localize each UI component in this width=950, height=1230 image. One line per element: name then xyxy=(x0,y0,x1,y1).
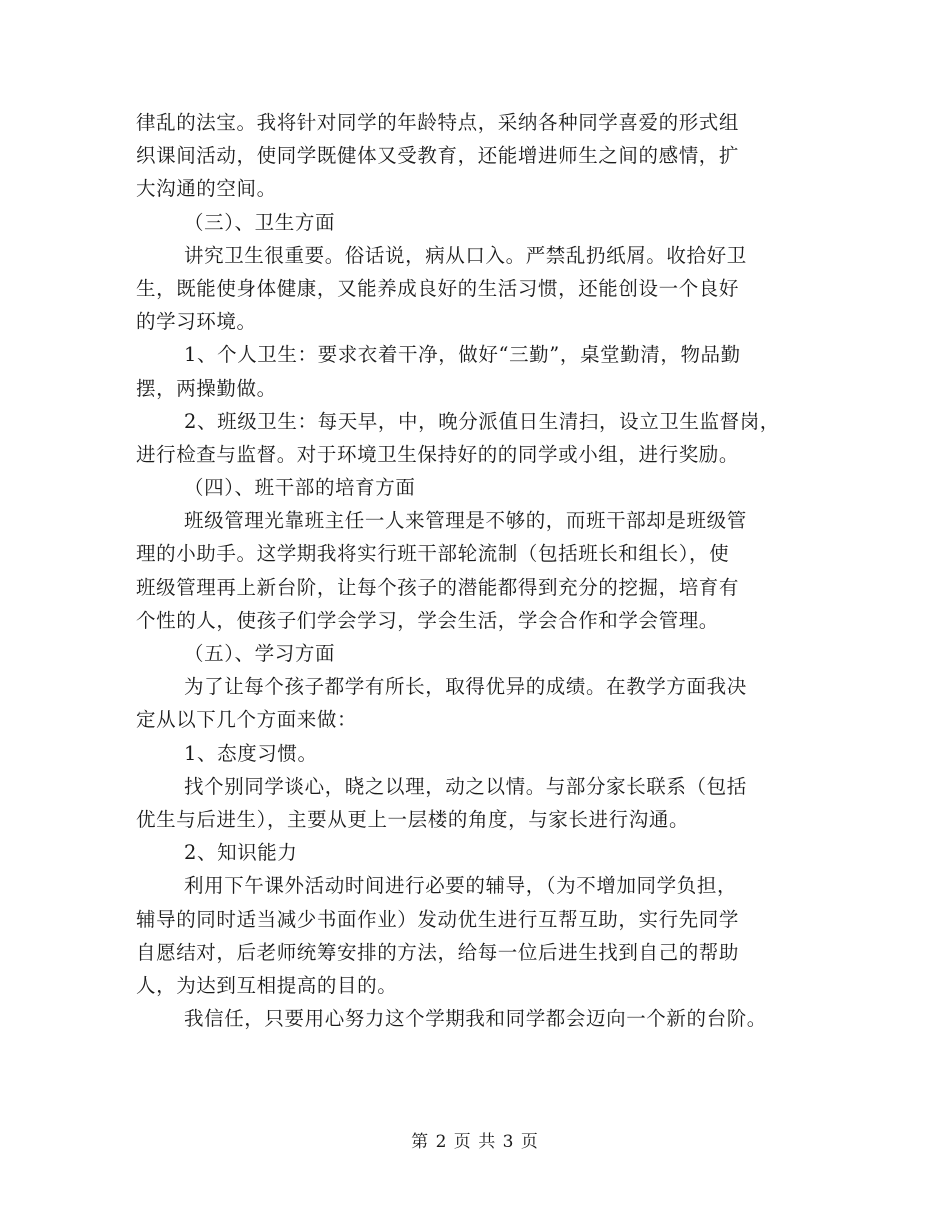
text-line: 人，为达到互相提高的目的。 xyxy=(136,973,398,997)
text-line: 班级管理光靠班主任一人来管理是不够的，而班干部却是班级管 xyxy=(184,509,747,533)
body-text xyxy=(136,106,836,1035)
text-line: 进行检查与监督。对于环境卫生保持好的的同学或小组，进行奖励。 xyxy=(136,442,740,466)
text-line: 1、个人卫生：要求衣着干净，做好“三勤”，桌堂勤清，物品勤 xyxy=(184,343,741,367)
text-line: 优生与后进生），主要从更上一层楼的角度，与家长进行沟通。 xyxy=(136,807,690,831)
section-heading: （五）、学习方面 xyxy=(184,642,336,665)
text-line: 辅导的同时适当减少书面作业）发动优生进行互帮互助，实行先同学 xyxy=(136,907,740,931)
section-heading: （四）、班干部的培育方面 xyxy=(184,476,416,500)
section-heading: （三）、卫生方面 xyxy=(184,210,336,234)
text-line: 利用下午课外活动时间进行必要的辅导，（为不增加同学负担， xyxy=(184,874,738,898)
text-line: 2、知识能力 xyxy=(184,841,298,865)
text-line: 讲究卫生很重要。俗话说，病从口入。严禁乱扔纸屑。收拾好卫 xyxy=(184,243,747,267)
text-line: 定从以下几个方面来做： xyxy=(136,708,358,732)
text-line: 理的小助手。这学期我将实行班干部轮流制（包括班长和组长），使 xyxy=(136,542,730,566)
text-line: 的学习环境。 xyxy=(136,310,257,334)
text-line: 生，既能使身体健康，又能养成良好的生活习惯，还能创设一个良好 xyxy=(136,276,740,300)
text-line: 班级管理再上新台阶，让每个孩子的潜能都得到充分的挖掘，培育有 xyxy=(136,575,740,599)
text-line: 摆，两操勤做。 xyxy=(136,376,277,400)
text-line: 自愿结对，后老师统筹安排的方法，给每一位后进生找到自己的帮助 xyxy=(136,940,740,964)
text-line: 1、态度习惯。 xyxy=(184,741,318,765)
text-line: 2、班级卫生：每天早，中，晚分派值日生清扫，设立卫生监督岗， xyxy=(184,409,780,433)
text-line: 个性的人，使孩子们学会学习，学会生活，学会合作和学会管理。 xyxy=(136,608,719,632)
text-line: 律乱的法宝。我将针对同学的年龄特点，采纳各种同学喜爱的形式组 xyxy=(136,111,740,134)
text-line: 大沟通的空间。 xyxy=(136,177,277,201)
text-line: 我信任，只要用心努力这个学期我和同学都会迈向一个新的台阶。 xyxy=(184,1007,767,1031)
text-line: 织课间活动，使同学既健体又受教育，还能增进师生之间的感情，扩 xyxy=(136,144,740,168)
page-number-footer: 第 2 页 共 3 页 xyxy=(411,1132,539,1152)
text-line: 找个别同学谈心，晓之以理，动之以情。与部分家长联系（包括 xyxy=(184,774,747,798)
text-line: 为了让每个孩子都学有所长，取得优异的成绩。在教学方面我决 xyxy=(184,675,747,699)
